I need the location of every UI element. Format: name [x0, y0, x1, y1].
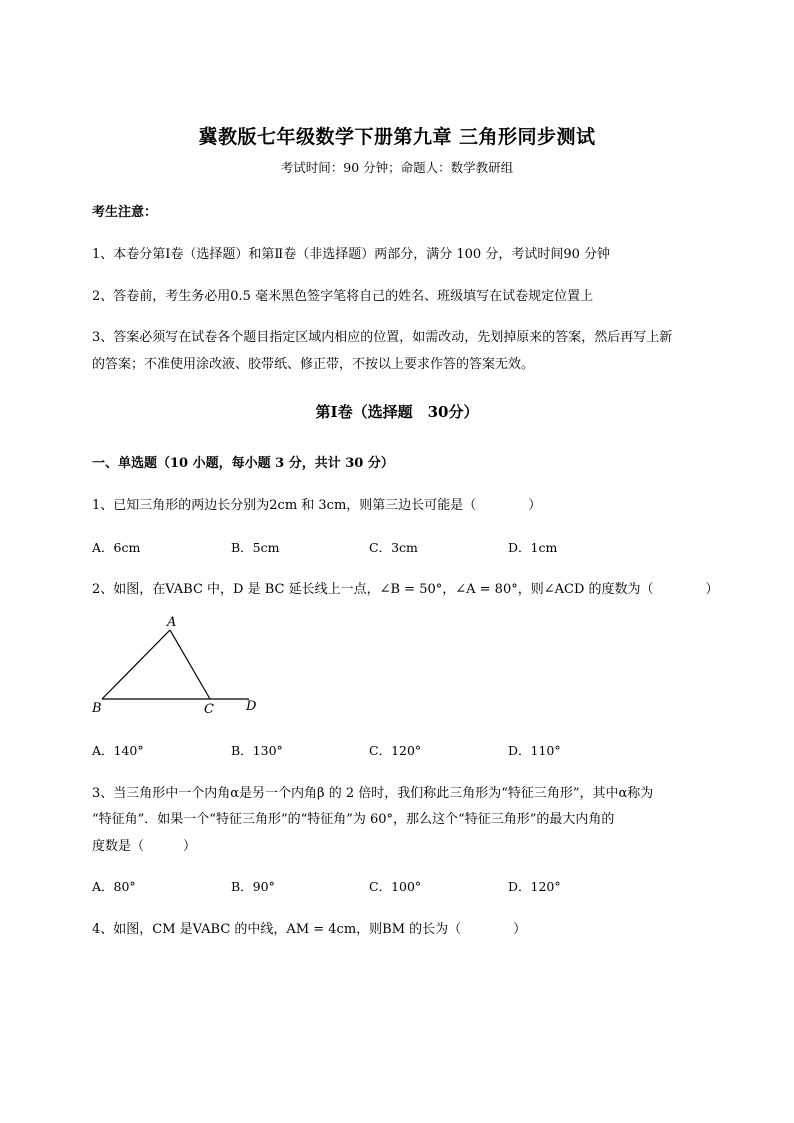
side-ac: [170, 630, 210, 699]
q2-option-a: A．140°: [92, 743, 144, 758]
question-4-stem: 4、如图，CM 是VABC 的中线，AM = 4cm，则BM 的长为（ ）: [92, 922, 527, 937]
point-d-label: D: [246, 699, 257, 714]
vertex-a-label: A: [167, 615, 177, 630]
part-heading: 一、单选题（10 小题，每小题 3 分，共计 30 分）: [92, 456, 394, 471]
question-3-stem-line-2: “特征角”．如果一个“特征三角形”的“特征角”为 60°，那么这个“特征三角形”的最大内角的: [92, 812, 615, 827]
q1-option-b: B．5cm: [231, 540, 280, 555]
note-item-2: 2、答卷前，考生务必用0.5 毫米黑色签字笔将自己的姓名、班级填写在试卷规定位置上: [92, 289, 594, 304]
page-title: 冀教版七年级数学下册第九章 三角形同步测试: [198, 126, 596, 148]
vertex-b-label: B: [92, 701, 102, 716]
q3-option-a: A．80°: [92, 879, 136, 894]
q2-option-c: C．120°: [369, 743, 422, 758]
q1-option-a: A．6cm: [92, 540, 141, 555]
note-item-3-cont: 的答案；不准使用涂改液、胶带纸、修正带，不按以上要求作答的答案无效。: [92, 357, 535, 372]
question-2-stem: 2、如图，在VABC 中，D 是 BC 延长线上一点，∠B = 50°，∠A = 80°，则∠ACD 的度数为（ ）: [92, 582, 719, 597]
question-3-stem-line-1: 3、当三角形中一个内角α是另一个内角β 的 2 倍时，我们称此三角形为“特征三角形”，其中α称为: [92, 786, 654, 801]
q3-option-c: C．100°: [369, 879, 422, 894]
note-item-1: 1、本卷分第Ⅰ卷（选择题）和第Ⅱ卷（非选择题）两部分，满分 100 分，考试时间90 分钟: [92, 247, 610, 262]
triangle-figure: [86, 612, 266, 717]
exam-info: 考试时间：90 分钟；命题人：数学教研组: [280, 160, 514, 175]
q1-option-c: C．3cm: [369, 540, 418, 555]
q3-option-b: B．90°: [231, 879, 275, 894]
q1-option-d: D．1cm: [508, 540, 558, 555]
note-item-3: 3、答案必须写在试卷各个题目指定区域内相应的位置，如需改动，先划掉原来的答案，然后再写上新: [92, 330, 673, 345]
side-ab: [102, 630, 170, 699]
vertex-c-label: C: [204, 702, 214, 717]
q2-option-d: D．110°: [508, 743, 561, 758]
question-1-stem: 1、已知三角形的两边长分别为2cm 和 3cm，则第三边长可能是（ ）: [92, 498, 542, 513]
section-title: 第Ⅰ卷（选择题 30分）: [315, 403, 479, 421]
q2-option-b: B．130°: [231, 743, 283, 758]
notes-heading: 考生注意：: [92, 205, 158, 220]
q3-option-d: D．120°: [508, 879, 561, 894]
question-3-stem-line-3: 度数是（ ）: [92, 839, 197, 854]
